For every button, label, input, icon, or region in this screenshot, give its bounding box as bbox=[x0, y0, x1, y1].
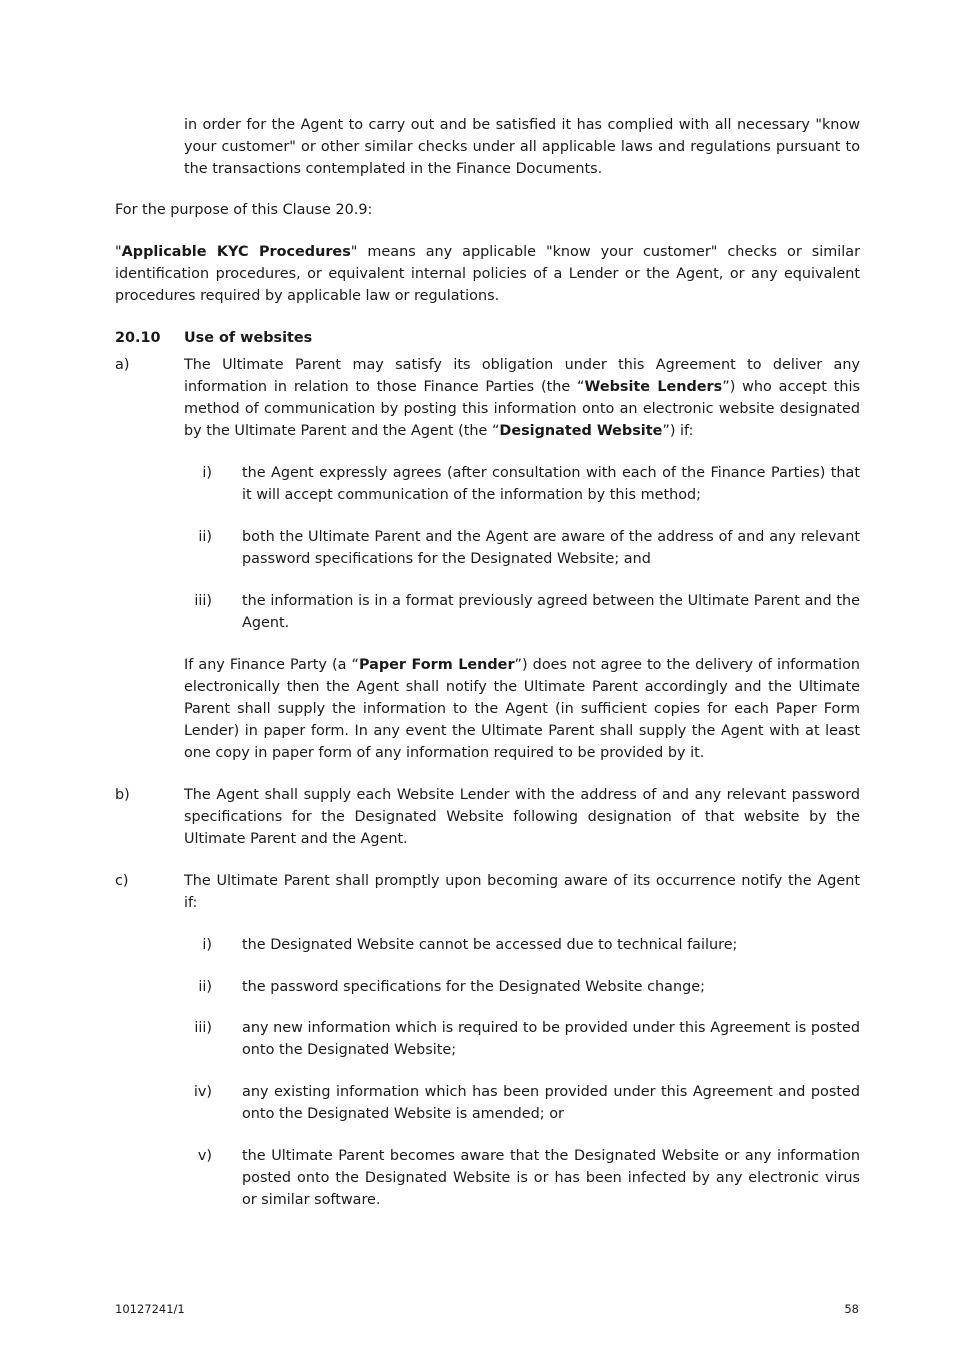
paper-form-paragraph bbox=[184, 654, 860, 764]
defined-term-paper-form-lender: Paper Form Lender bbox=[358, 657, 515, 673]
footer-doc-ref: 10127241/1 bbox=[115, 1302, 185, 1316]
defined-term-designated-website: Designated Website bbox=[499, 423, 663, 439]
section-title: Use of websites bbox=[184, 330, 313, 346]
kyc-definition-paragraph bbox=[115, 241, 860, 307]
item-a-i-marker: i) bbox=[202, 465, 212, 481]
kyc-definition-text: " means any applicable "know your customer" checks or similar identification procedures, or equivalent internal policies of a Lender or the Agent, or any equivalent procedures required by applicable law or regulations. bbox=[115, 244, 860, 304]
para-b-marker: b) bbox=[115, 787, 130, 803]
item-c-iv-marker: iv) bbox=[193, 1084, 212, 1100]
para-c-marker: c) bbox=[115, 873, 129, 889]
para-c-text: The Ultimate Parent shall promptly upon becoming aware of its occurrence notify the Agent if: bbox=[184, 873, 860, 911]
paper-form-text-part: If any Finance Party (a “ bbox=[184, 657, 359, 673]
para-a-text bbox=[184, 354, 860, 442]
section-number: 20.10 bbox=[115, 330, 161, 346]
item-c-i-marker: i) bbox=[202, 937, 212, 953]
item-c-v-text: the Ultimate Parent becomes aware that the Designated Website or any information posted onto the Designated Website is or has been infected by any electronic virus or similar software. bbox=[242, 1148, 860, 1208]
item-c-v-marker: v) bbox=[197, 1148, 212, 1164]
purpose-line: For the purpose of this Clause 20.9: bbox=[115, 202, 373, 218]
para-a-text-part: ”) who accept this method of communication by posting this information onto an electronic website designated by the Ultimate Parent and the Agent (the “ bbox=[184, 379, 861, 439]
item-a-ii-marker: ii) bbox=[198, 529, 212, 545]
item-c-iv-text: any existing information which has been provided under this Agreement and posted onto the Designated Website is amended; or bbox=[242, 1084, 860, 1122]
item-c-iii-marker: iii) bbox=[194, 1020, 212, 1036]
paper-form-text-part: ”) does not agree to the delivery of information electronically then the Agent shall notify the Ultimate Parent accordingly and the Ultimate Parent shall supply the information to the Agent (in sufficient copies for each Paper Form Lender) in paper form. In any event the Ultimate Parent shall supply the Agent with at least one copy in paper form of any information required to be provided by it. bbox=[184, 657, 861, 761]
footer-page-number: 58 bbox=[844, 1302, 859, 1316]
para-a-text-part: The Ultimate Parent may satisfy its obligation under this Agreement to deliver any information in relation to those Finance Parties (the “ bbox=[184, 357, 860, 395]
defined-term-kyc: Applicable KYC Procedures bbox=[121, 244, 351, 260]
item-c-i-text: the Designated Website cannot be accessed due to technical failure; bbox=[242, 937, 738, 953]
item-a-ii-text: both the Ultimate Parent and the Agent are aware of the address of and any relevant password specifications for the Designated Website; and bbox=[242, 529, 860, 567]
para-a-text-part: ”) if: bbox=[662, 423, 694, 439]
item-a-iii-marker: iii) bbox=[194, 593, 212, 609]
item-c-ii-text: the password specifications for the Designated Website change; bbox=[242, 979, 705, 995]
item-c-iii-text: any new information which is required to be provided under this Agreement is posted onto the Designated Website; bbox=[242, 1020, 860, 1058]
defined-term-website-lenders: Website Lenders bbox=[584, 379, 723, 395]
para-b-text: The Agent shall supply each Website Lender with the address of and any relevant password specifications for the Designated Website following designation of that website by the Ultimate Parent and the Agent. bbox=[184, 787, 860, 847]
para-a-marker: a) bbox=[115, 357, 130, 373]
open-quote: " bbox=[115, 244, 122, 260]
item-a-i-text: the Agent expressly agrees (after consultation with each of the Finance Parties) that it will accept communication of the information by this method; bbox=[242, 465, 860, 503]
item-a-iii-text: the information is in a format previously agreed between the Ultimate Parent and the Agent. bbox=[242, 593, 860, 631]
intro-paragraph: in order for the Agent to carry out and be satisfied it has complied with all necessary "know your customer" or other similar checks under all applicable laws and regulations pursuant to the transactions contemplated in the Finance Documents. bbox=[184, 117, 860, 177]
item-c-ii-marker: ii) bbox=[198, 979, 212, 995]
